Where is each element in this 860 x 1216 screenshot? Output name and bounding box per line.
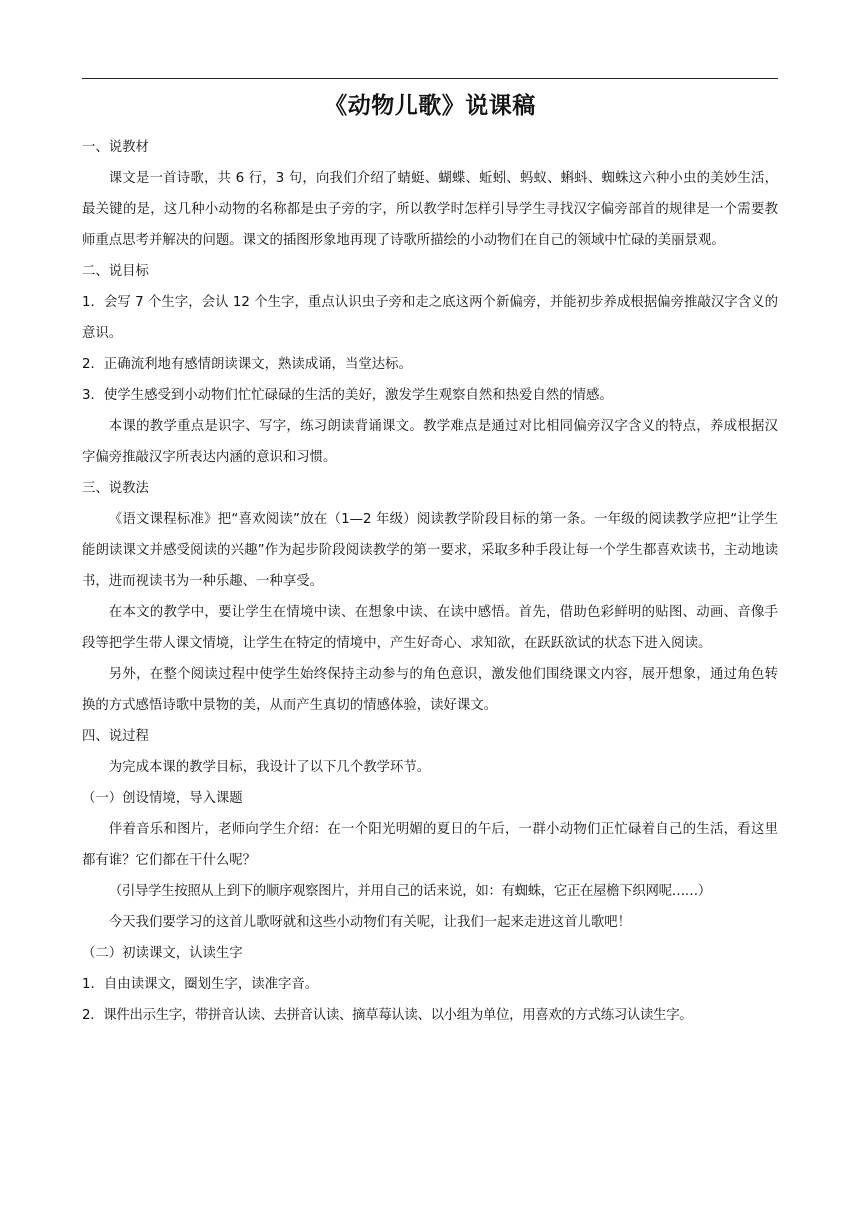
header-rule	[82, 78, 778, 79]
document-title: 《动物儿歌》说课稿	[324, 93, 536, 119]
paragraph: 另外，在整个阅读过程中使学生始终保持主动参与的角色意识，激发他们围绕课文内容，展开想象，通过角色转换的方式感悟诗歌中景物的美，从而产生真切的情感体验，读好课文。	[82, 667, 778, 713]
list-item: 3．使学生感受到小动物们忙忙碌碌的生活的美好，激发学生观察自然和热爱自然的情感。	[82, 388, 613, 403]
paragraph: 今天我们要学习的这首儿歌呀就和这些小动物们有关呢，让我们一起来走进这首儿歌吧！	[108, 915, 632, 930]
list-item: 2．课件出示生字，带拼音认读、去拼音认读、摘草莓认读、以小组为单位，用喜欢的方式练习认读生字。	[82, 1008, 693, 1023]
subsection-heading-2: （二）初读课文，认读生字	[82, 946, 243, 961]
list-item: 1．会写 7 个生字，会认 12 个生字，重点认识虫子旁和走之底这两个新偏旁，并能初步养成根据偏旁推敲汉字含义的意识。	[82, 295, 778, 341]
paragraph: 为完成本课的教学目标，我设计了以下几个教学环节。	[108, 760, 431, 775]
subsection-heading-1: （一）创设情境，导入课题	[82, 791, 243, 806]
section-heading-4: 四、说过程	[82, 729, 149, 744]
paragraph: （引导学生按照从上到下的顺序观察图片，并用自己的话来说，如：有蜘蛛，它正在屋檐下织网呢……）	[108, 884, 711, 899]
document-body	[82, 132, 778, 1031]
list-item: 2．正确流利地有感情朗读课文，熟读成诵，当堂达标。	[82, 357, 412, 372]
paragraph: 在本文的教学中，要让学生在情境中读、在想象中读、在读中感悟。首先，借助色彩鲜明的贴图、动画、音像手段等把学生带人课文情境，让学生在特定的情境中，产生好奇心、求知欲，在跃跃欲试的状态下进入阅读。	[82, 605, 778, 651]
section-heading-3: 三、说教法	[82, 481, 149, 496]
paragraph: 《语文课程标准》把“喜欢阅读”放在（1—2 年级）阅读教学阶段目标的第一条。一年级的阅读教学应把“让学生能朗读课文并感受阅读的兴趣”作为起步阶段阅读教学的第一要求，采取多种手段让每一个学生都喜欢读书，主动地读书，进而视读书为一种乐趣、一种享受。	[82, 512, 778, 589]
paragraph: 课文是一首诗歌，共 6 行，3 句，向我们介绍了蜻蜓、蝴蝶、蚯蚓、蚂蚁、蝌蚪、蜘蛛这六种小虫的美妙生活，最关键的是，这几种小动物的名称都是虫子旁的字，所以教学时怎样引导学生寻找汉字偏旁部首的规律是一个需要教师重点思考并解决的问题。课文的插图形象地再现了诗歌所描绘的小动物们在自己的领域中忙碌的美丽景观。	[82, 171, 778, 248]
section-heading-1: 一、说教材	[82, 140, 149, 155]
section-heading-2: 二、说目标	[82, 264, 149, 279]
paragraph: 本课的教学重点是识字、写字，练习朗读背诵课文。教学难点是通过对比相同偏旁汉字含义的特点，养成根据汉字偏旁推敲汉字所表达内涵的意识和习惯。	[82, 419, 778, 465]
list-item: 1．自由读课文，圈划生字，读准字音。	[82, 977, 319, 992]
paragraph: 伴着音乐和图片，老师向学生介绍：在一个阳光明媚的夏日的午后，一群小动物们正忙碌着自己的生活，看这里都有谁？它们都在干什么呢？	[82, 822, 778, 868]
